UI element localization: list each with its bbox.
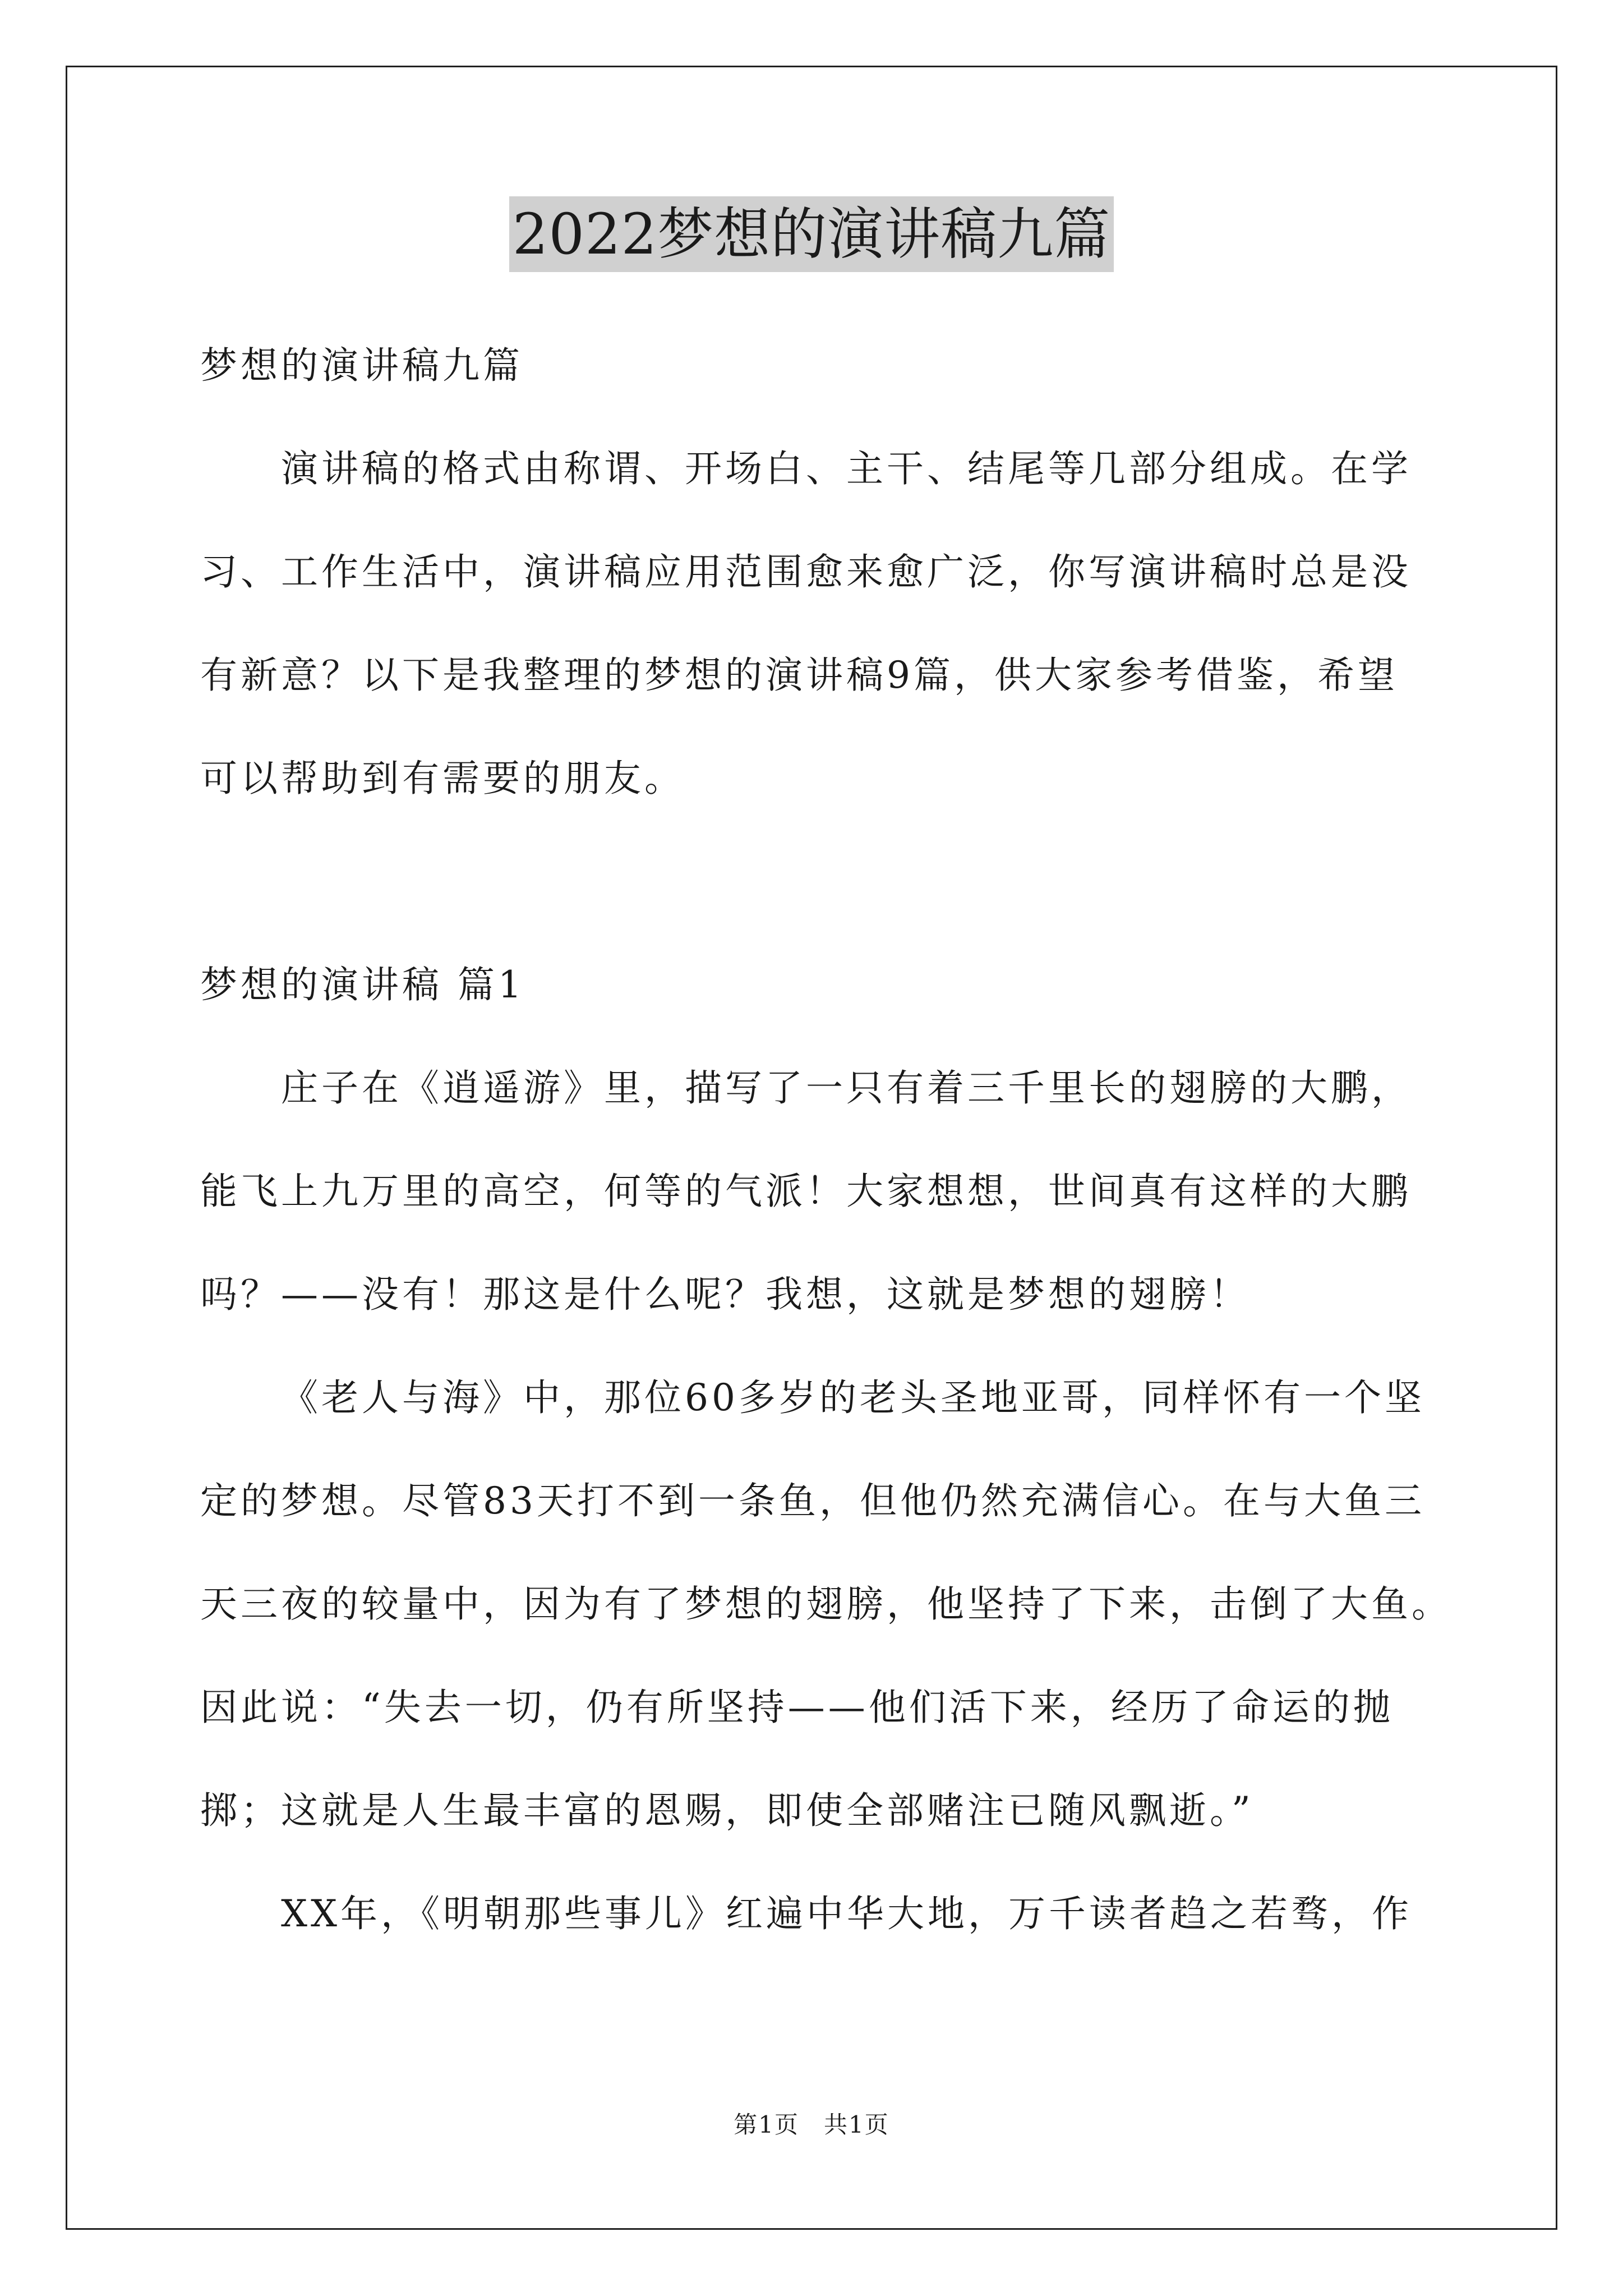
text-line: 有新意？以下是我整理的梦想的演讲稿9篇，供大家参考借鉴，希望 (200, 654, 1398, 697)
text-line: 因此说：“失去一切，仍有所坚持——他们活下来，经历了命运的抛 (200, 1686, 1394, 1729)
text-line: 庄子在《逍遥游》里，描写了一只有着三千里长的翅膀的大鹏， (281, 1066, 1412, 1110)
document-body (200, 314, 1452, 1966)
document-title: 2022梦想的演讲稿九篇 (509, 196, 1114, 272)
text-line: 可以帮助到有需要的朋友。 (200, 757, 685, 800)
page-footer: 第1页 共1页 (734, 2111, 889, 2138)
text-line: 习、工作生活中，演讲稿应用范围愈来愈广泛，你写演讲稿时总是没 (200, 550, 1412, 593)
text-line: 《老人与海》中，那位60多岁的老头圣地亚哥，同样怀有一个坚 (281, 1376, 1425, 1419)
title-container (0, 196, 1623, 272)
paragraph-gap (200, 830, 1434, 933)
text-line: 梦想的演讲稿 篇1 (200, 963, 525, 1006)
text-line: 能飞上九万里的高空，何等的气派！大家想想，世间真有这样的大鹏 (200, 1170, 1412, 1213)
text-line: XX年，《明朝那些事儿》红遍中华大地，万千读者趋之若骛，作 (281, 1892, 1412, 1935)
text-line: 吗？——没有！那这是什么呢？我想，这就是梦想的翅膀！ (200, 1273, 1250, 1316)
text-line: 梦想的演讲稿九篇 (200, 344, 523, 387)
text-line: 掷；这就是人生最丰富的恩赐，即使全部赌注已随风飘逝。” (200, 1789, 1254, 1832)
text-line: 天三夜的较量中，因为有了梦想的翅膀，他坚持了下来，击倒了大鱼。 (200, 1582, 1452, 1626)
text-line: 演讲稿的格式由称谓、开场白、主干、结尾等几部分组成。在学 (281, 447, 1412, 490)
text-line: 定的梦想。尽管83天打不到一条鱼，但他仍然充满信心。在与大鱼三 (200, 1479, 1425, 1522)
